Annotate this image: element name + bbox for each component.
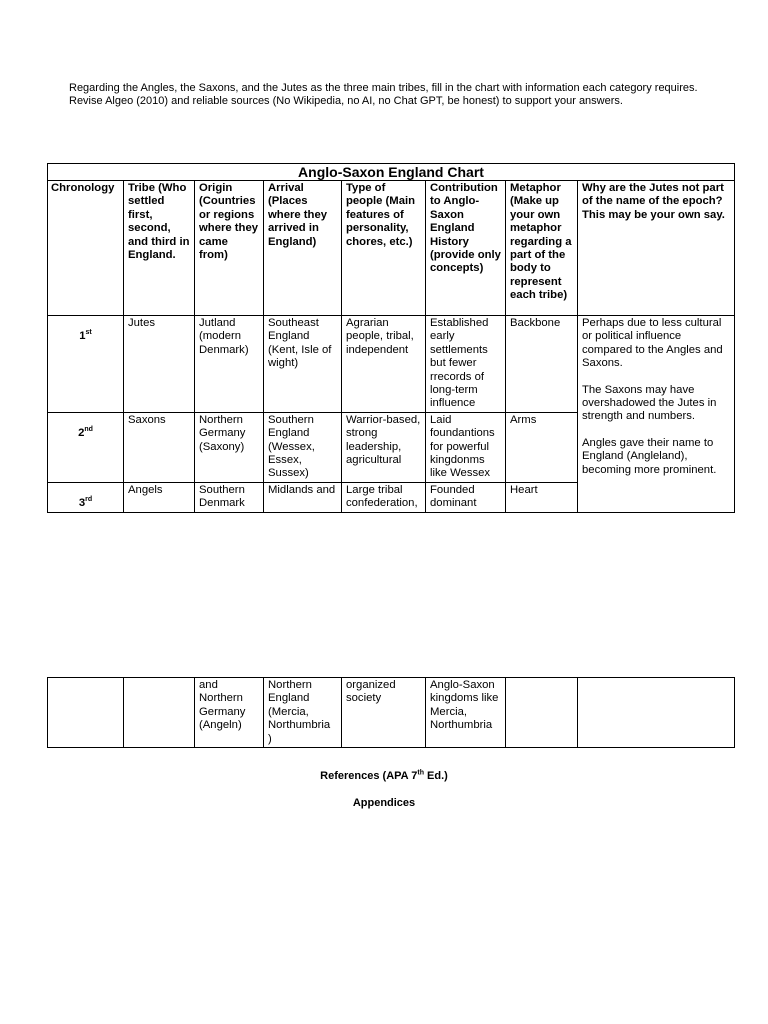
chart-title: Anglo-Saxon England Chart (48, 164, 735, 181)
chronology-cell (48, 678, 124, 748)
origin-cell: Jutland (modern Denmark) (195, 316, 264, 413)
metaphor-cell: Backbone (506, 316, 578, 413)
chronology-cell: 3rd (48, 482, 124, 512)
chronology-cell: 2nd (48, 412, 124, 482)
type-cell: Agrarian people, tribal, independent (342, 316, 426, 413)
header-arrival: Arrival (Places where they arrived in England) (264, 181, 342, 316)
tribe-cell: Saxons (124, 412, 195, 482)
reason-text: Perhaps due to less cultural or political influence compared to the Angles and Saxons. (582, 317, 723, 370)
table-row (48, 316, 735, 413)
metaphor-cell: Arms (506, 412, 578, 482)
type-cell: Large tribal confederation, (342, 482, 426, 512)
header-contribution: Contribution to Anglo-Saxon England History (provide only concepts) (426, 181, 506, 316)
contribution-cell: Established early settlements but fewer rrecords of long-term influence (426, 316, 506, 413)
arrival-cell: Midlands and (264, 482, 342, 512)
header-type-of-people: Type of people (Main features of personality, chores, etc.) (342, 181, 426, 316)
why-jutes-cell (578, 316, 735, 513)
reason-text: Angles gave their name to England (Angleland), becoming more prominent. (582, 436, 717, 476)
reason-text: The Saxons may have overshadowed the Jutes in strength and numbers. (582, 383, 717, 423)
references-heading: References (APA 7th Ed.) (320, 769, 448, 782)
origin-cell: Southern Denmark (195, 482, 264, 512)
contribution-cell: Founded dominant (426, 482, 506, 512)
tribe-cell (124, 678, 195, 748)
contribution-cell: Laid foundantions for powerful kingdonms like Wessex (426, 412, 506, 482)
metaphor-cell (506, 678, 578, 748)
origin-cell: Northern Germany (Saxony) (195, 412, 264, 482)
chart-continuation-table (47, 677, 735, 748)
type-cell: Warrior-based, strong leadership, agricultural (342, 412, 426, 482)
arrival-cell: Northern England (Mercia, Northumbria ) (264, 678, 342, 748)
instructions-paragraph: Regarding the Angles, the Saxons, and the Jutes as the three main tribes, fill in the chart with information each category requires. Revise Algeo (2010) and reliable sources (No Wikipedia, no AI, no Chat GPT, be honest) to support your answers. (69, 82, 698, 108)
header-origin: Origin (Countries or regions where they came from) (195, 181, 264, 316)
arrival-cell: Southeast England (Kent, Isle of wight) (264, 316, 342, 413)
header-tribe: Tribe (Who settled first, second, and third in England. (124, 181, 195, 316)
metaphor-cell: Heart (506, 482, 578, 512)
origin-cell: and Northern Germany (Angeln) (195, 678, 264, 748)
chronology-cell: 1st (48, 316, 124, 413)
type-cell: organized society (342, 678, 426, 748)
table-row (48, 678, 735, 748)
header-why-jutes: Why are the Jutes not part of the name of the epoch? This may be your own say. (578, 181, 735, 316)
tribe-cell: Jutes (124, 316, 195, 413)
appendices-heading: Appendices (352, 797, 416, 809)
contribution-cell: Anglo-Saxon kingdoms like Mercia, Northumbria (426, 678, 506, 748)
why-jutes-cell (578, 678, 735, 748)
arrival-cell: Southern England (Wessex, Essex, Sussex) (264, 412, 342, 482)
header-chronology: Chronology (48, 181, 124, 316)
anglo-saxon-chart-table (47, 163, 735, 513)
header-row (48, 181, 735, 316)
header-metaphor: Metaphor (Make up your own metaphor regarding a part of the body to represent each tribe) (506, 181, 578, 316)
tribe-cell: Angels (124, 482, 195, 512)
